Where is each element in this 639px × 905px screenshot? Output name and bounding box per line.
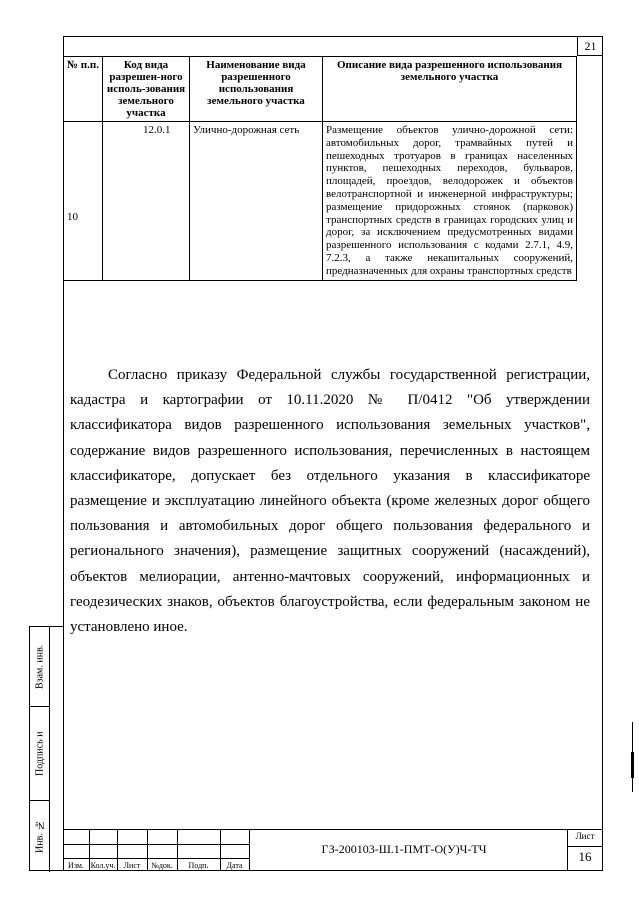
- row-num: 10: [64, 122, 103, 281]
- tb-header-ndok: №док.: [151, 861, 173, 870]
- tb-header-kol: Кол.уч.: [90, 861, 116, 870]
- page-number: 21: [577, 36, 603, 56]
- header-name: Наименование вида разрешенного использования земельного участка: [190, 57, 323, 122]
- classification-table: [63, 56, 577, 281]
- sheet-label: Лист: [575, 831, 595, 841]
- body-paragraph: Согласно приказу Федеральной службы государственной регистрации, кадастра и картографии от 10.11.2020 № П/0412 "Об утверждении классификатора видов разрешенного использования земельных участков", содержание видов разрешенного использования, перечисленных в настоящем классификаторе, допускает без отдельного указания в классификаторе размещение и эксплуатацию линейного объекта (кроме железных дорог общего пользования и автомобильных дорог общего пользования федерального и регионального значения), размещение защитных сооружений (насаждений), объектов мелиорации, антенно-мачтовых сооружений, информационных и геодезических знаков, объектов благоустройства, если федеральным законом не установлено иное.: [70, 367, 590, 636]
- side-label-podpis: Подпись и: [34, 731, 46, 777]
- document-code: ГЗ-200103-Ш.1-ПМТ-О(У)Ч-ТЧ: [321, 842, 487, 856]
- tb-header-data: Дата: [226, 861, 243, 870]
- header-code: Код вида разрешен-ного исполь-зования земельного участка: [103, 57, 190, 122]
- row-name: Улично-дорожная сеть: [190, 122, 323, 281]
- side-label-vzam: Взам. инв.: [34, 644, 46, 690]
- title-block: [63, 829, 603, 871]
- tb-header-izm: Изм.: [68, 861, 84, 870]
- table-row: [64, 122, 577, 281]
- row-code: 12.0.1: [103, 122, 190, 281]
- row-description: Размещение объектов улично-дорожной сети: автомобильных дорог, трамвайных путей и пешеходных тротуаров в границах населенных пунктов, пешеходных переходов, бульваров, площадей, проездов, велодорожек и объектов велотранспортной и инженерной инфраструктуры; размещение придорожных стоянок (парковок) транспортных средств в границах городских улиц и дорог, за исключением предусмотренных видами разрешенного использования с кодами 2.7.1, 4.9, 7.2.3, а также некапитальных сооружений, предназначенных для охраны транспортных средств: [323, 122, 577, 281]
- tb-header-list: Лист: [123, 861, 141, 870]
- sheet-number: 16: [578, 849, 592, 864]
- scan-mark: [631, 752, 634, 778]
- header-description: Описание вида разрешенного использования земельного участка: [323, 57, 577, 122]
- header-num: № п.п.: [64, 57, 103, 122]
- side-stamp: [29, 626, 63, 871]
- side-label-inv: Инв. №: [34, 819, 46, 854]
- tb-header-podp: Подп.: [188, 861, 209, 870]
